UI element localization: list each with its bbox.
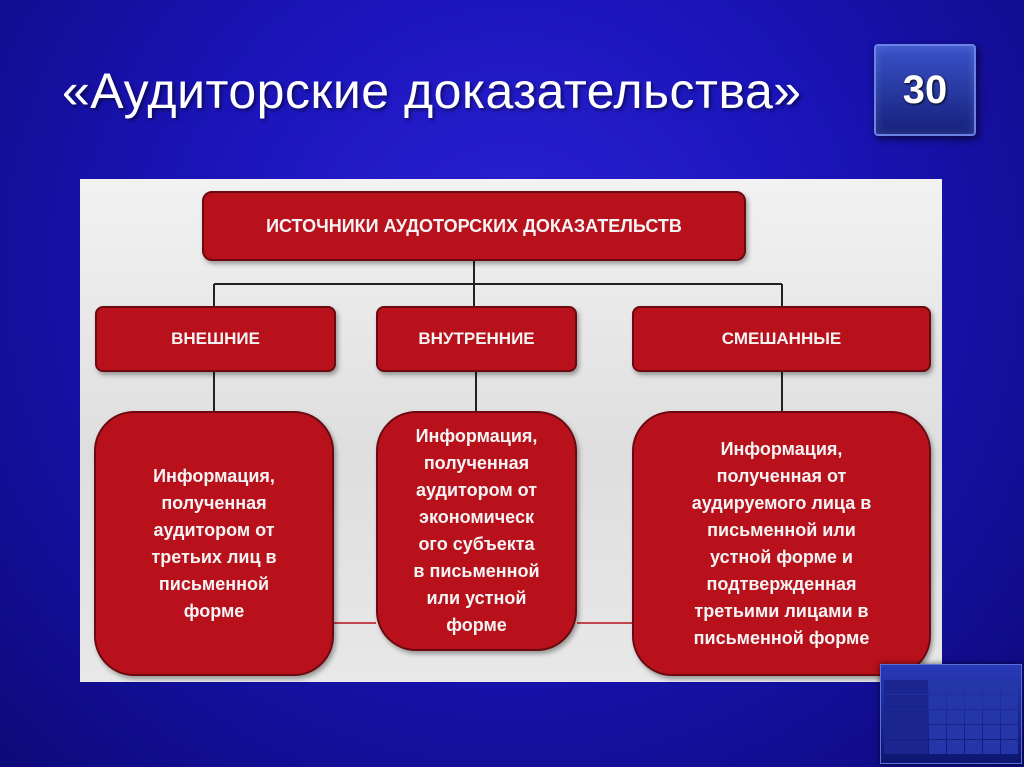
desc-line: подтвержденная <box>706 573 857 594</box>
category-external: ВНЕШНИЕ <box>95 306 336 372</box>
desc-line: форме <box>183 600 245 621</box>
desc-line: экономическ <box>419 507 534 527</box>
desc-line: письменной форме <box>693 627 870 648</box>
desc-line: письменной или <box>707 519 856 540</box>
category-mixed: СМЕШАННЫЕ <box>632 306 931 372</box>
root-box: ИСТОЧНИКИ АУДОТОРСКИХ ДОКАЗАТЕЛЬСТВ <box>202 191 746 261</box>
mini-board-row <box>884 680 1018 694</box>
mini-board-row <box>884 725 1018 739</box>
desc-line: форме <box>446 615 507 635</box>
desc-line: полученная <box>423 453 530 473</box>
category-internal: ВНУТРЕННИЕ <box>376 306 577 372</box>
desc-line: третьих лиц в <box>151 546 277 567</box>
description-internal <box>376 411 577 651</box>
desc-line: полученная от <box>716 465 847 486</box>
desc-line: устной форме и <box>710 546 853 567</box>
desc-line: в письменной <box>413 561 540 581</box>
mini-board-row <box>884 740 1018 754</box>
slide-title: «Аудиторские доказательства» <box>62 63 802 119</box>
desc-line: аудируемого лица в <box>691 492 872 513</box>
mini-board-row <box>884 695 1018 709</box>
description-external <box>94 411 334 676</box>
desc-line: третьими лицами в <box>694 600 869 621</box>
mini-board-row <box>884 710 1018 724</box>
score-value: 30 <box>902 67 948 112</box>
desc-line: Информация, <box>153 465 275 486</box>
description-mixed <box>632 411 931 676</box>
desc-line: письменной <box>158 573 270 594</box>
desc-line: или устной <box>426 588 527 608</box>
audit-evidence-sources-diagram <box>80 179 942 682</box>
desc-line: аудитором от <box>153 519 275 540</box>
mini-board-header <box>881 665 1021 679</box>
desc-line: ого субъекта <box>418 534 535 554</box>
game-board-thumbnail[interactable] <box>880 664 1022 764</box>
desc-line: аудитором от <box>415 480 538 500</box>
desc-line: Информация, <box>720 438 843 459</box>
desc-line: Информация, <box>415 426 538 446</box>
score-badge[interactable] <box>874 44 976 136</box>
desc-line: полученная <box>161 492 267 513</box>
